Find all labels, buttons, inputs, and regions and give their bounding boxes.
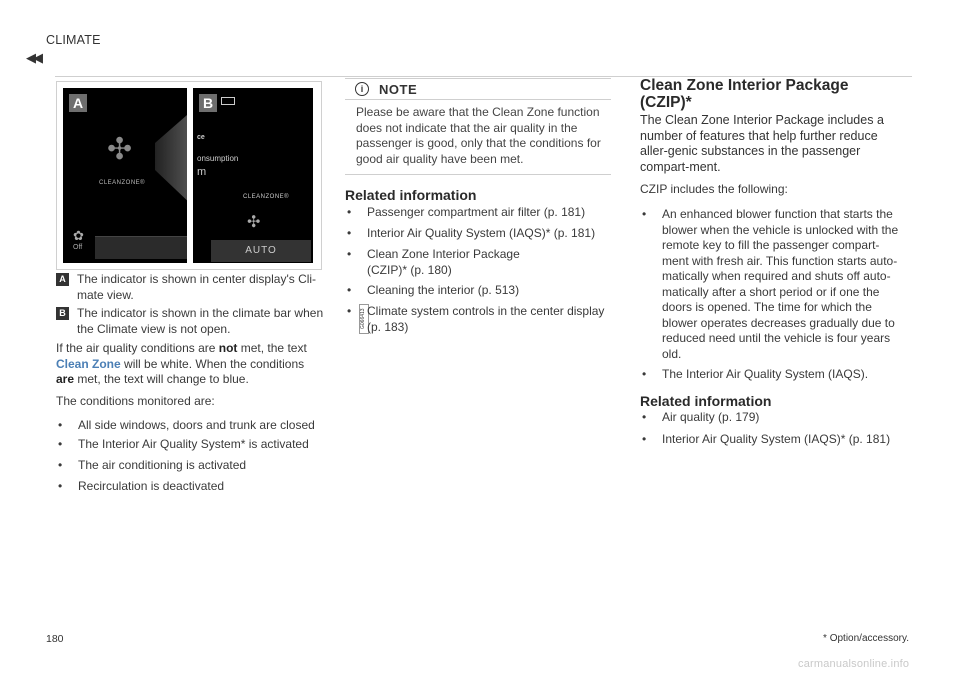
badge-b: B	[199, 94, 217, 112]
caption-a-label: A	[56, 273, 69, 286]
czip-includes: CZIP includes the following:	[640, 182, 788, 196]
watermark: carmanualsonline.info	[798, 658, 910, 670]
center-display-panel	[63, 88, 187, 263]
cleanzone-label-a: CLEANZONE®	[99, 180, 146, 186]
para-bold-are: are	[56, 372, 75, 386]
figure-code: G066413	[359, 304, 369, 334]
monitored-intro: The conditions monitored are:	[56, 394, 215, 408]
partial-text-1: ce	[197, 134, 205, 141]
fan-small-icon: ✣	[247, 214, 261, 231]
badge-a: A	[69, 94, 87, 112]
blower-off-icon: ✿	[73, 228, 84, 243]
czip-heading: Clean Zone Interior Package (CZIP)*	[640, 77, 849, 111]
caption-a-text: The indicator is shown in center display's Cli-mate view.	[77, 272, 317, 302]
airflow-beam	[155, 108, 187, 208]
section-title: CLIMATE	[46, 33, 101, 47]
para-bold-not: not	[218, 341, 238, 355]
related-link[interactable]: • Clean Zone Interior Package (CZIP)* (p. 180)	[347, 247, 520, 277]
note-box	[345, 78, 611, 175]
related-link[interactable]: • Climate system controls in the center display (p. 183)	[347, 304, 605, 334]
note-header	[345, 78, 611, 100]
note-title: NOTE	[379, 82, 418, 97]
caption-b-label: B	[56, 307, 69, 320]
monitored-item: • All side windows, doors and trunk are closed	[58, 418, 315, 432]
cleanzone-label-b: CLEANZONE®	[243, 194, 290, 200]
partial-text-3: m	[197, 166, 207, 178]
para-text-3: will be white. When the conditions	[120, 356, 305, 371]
back-chevron-icon[interactable]: ◀◀	[26, 50, 40, 65]
climate-strip	[95, 236, 187, 259]
related-link[interactable]: • Air quality (p. 179)	[642, 410, 760, 424]
monitored-item: • The Interior Air Quality System* is activated	[58, 437, 309, 451]
related-link[interactable]: • Passenger compartment air filter (p. 181)	[347, 205, 586, 219]
monitored-item: • Recirculation is deactivated	[58, 479, 225, 493]
climate-bar-panel	[193, 88, 313, 263]
czip-intro: The Clean Zone Interior Package includes a number of features that help further reduce aller-genic substances in the passenger compart-ment.	[640, 113, 884, 174]
related-heading-2: Related information	[640, 393, 772, 409]
clean-zone-paragraph	[56, 341, 321, 388]
para-text-4: met, the text will change to blue.	[74, 372, 249, 386]
caption-a	[56, 272, 326, 303]
partial-text-2: onsumption	[197, 154, 239, 163]
off-label: Off	[73, 244, 83, 251]
page-number: 180	[46, 633, 64, 645]
note-text: Please be aware that the Clean Zone function does not indicate that the air quality in the passenger is good, only that the conditions for good air quality have been met.	[356, 105, 601, 166]
czip-item: • The Interior Air Quality System (IAQS).	[642, 367, 869, 381]
related-link[interactable]: • Interior Air Quality System (IAQS)* (p. 181)	[642, 432, 891, 446]
clean-zone-term: Clean Zone	[56, 356, 121, 371]
related-link[interactable]: • Cleaning the interior (p. 513)	[347, 283, 520, 297]
caption-b	[56, 306, 326, 337]
footnote: * Option/accessory.	[823, 633, 909, 644]
para-text-1: If the air quality conditions are	[56, 341, 219, 355]
related-heading-1: Related information	[345, 187, 477, 203]
related-link[interactable]: • Interior Air Quality System (IAQS)* (p. 181)	[347, 226, 596, 240]
czip-item: • An enhanced blower function that starts the blower when the vehicle is unlocked with the remote key to fill the passenger compart-ment with fresh air. This function starts auto-matically when required and shuts off auto-matically after a short period or if one the doors is opened. The time for which the blower operates decreases gradually due to reduced need until the vehicle is four years old.	[642, 207, 899, 361]
info-icon: i	[355, 82, 369, 96]
para-text-2: met, the text	[237, 341, 307, 355]
auto-button: AUTO	[211, 240, 311, 262]
fan-icon: ✣	[107, 133, 133, 166]
battery-icon	[221, 97, 235, 105]
monitored-item: • The air conditioning is activated	[58, 458, 247, 472]
caption-b-text: The indicator is shown in the climate bar when the Climate view is not open.	[77, 306, 324, 336]
